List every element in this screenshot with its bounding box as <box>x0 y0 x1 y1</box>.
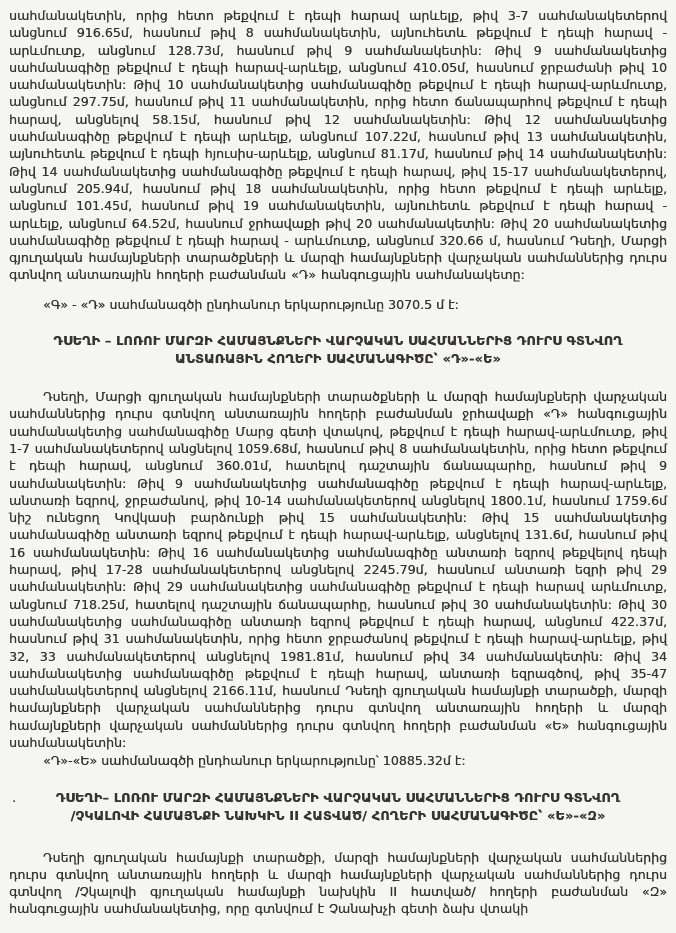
section-heading-1-line-2: ԱՆՏԱՌԱՅԻՆ ՀՈՂԵՐԻ ՍԱՀՄԱՆԱԳԻԾԸ՝ «Դ»-«Ե» <box>175 352 501 368</box>
section-heading-1 <box>35 333 640 369</box>
boundary-description-paragraph-1: սահմանակետին, որից հետո թեքվում է դեպի հարավ արևելք, թիվ 3-7 սահմանակետերով անցնում 916.65մ, հասնում թիվ 8 սահմանակետին, այնուհետև թեքվում է դեպի հարավ - արևմուտք, անցնում 128.73մ, հասնում թիվ 9 սահմանակետին: Թիվ 9 սահմանակետից սահմանագիծը թեքվում է դեպի հարավ-արևելք, անցնում 410.05մ, հասնում ջրբաժանի թիվ 10 սահմանակետին: Թիվ 10 սահմանակետից սահմանագիծը թեքվում է դեպի հարավ-արևմուտք, անցնում 297.75մ, հասնում թիվ 11 սահմանակետին, որից հետո ճանապարհով թեքվում է դեպի հարավ, անցնելով 58.15մ, հասնում թիվ 12 սահմանակետին: Թիվ 12 սահմանակետից սահմանագիծը թեքվում է դեպի արևելք, անցնում 107.22մ, հասնում թիվ 13 սահմանակետին, այնուհետև թեքվում է դեպի հյուսիս-արևելք, անցնում 81.17մ, հասնում թիվ 14 սահմանակետին: Թիվ 14 սահմանակետից սահմանագիծը թեքվում է դեպի հարավ, թիվ 15-17 սահմանակետերով, անցնում 205.94մ, հասնում թիվ 18 սահմանակետին, որից հետո թեքվում է դեպի արևելք, անցնում 101.45մ, հասնում թիվ 19 սահմանակետին, այնուհետև թեքվում է դեպի հարավ - արևելք, անցնում 64.52մ, հասնում ջրհավաքի թիվ 20 սահմանակետին: Թիվ 20 սահմանակետից սահմանագիծը թեքվում է դեպի հարավ - արևմուտք, անցնում 320.66 մ, հասնում Դսեղի, Մարցի գյուղական համայնքների տարածքների և մարզի համայնքների վարչական սահմաններից դուրս գտնվող անտառային հողերի բաժանման «Դ» հանգուցային սահմանակետը: <box>9 8 667 283</box>
scan-artifact-dot: · <box>12 795 17 810</box>
boundary-total-length-line-2: «Դ»-«Ե» սահմանագծի ընդհանուր երկարությունը՝ 10885.32մ է: <box>43 753 466 769</box>
boundary-description-paragraph-2: Դսեղի, Մարցի գյուղական համայնքների տարածքների և մարզի համայնքների վարչական սահմաններից դուրս գտնվող անտառային հողերի բաժանման ջրհավաքի «Դ» հանգուցային սահմանակետից սահմանագիծը Մարց գետի վտակով, թեքվում է դեպի հարավ-արևմուտք, թիվ 1-7 սահմանակետերով անցնելով 1059.68մ, հասնում թիվ 8 սահմանակետին, որից հետո թեքվում է դեպի հարավ, անցնում 360.01մ, հատելով դաշտային ճանապարհը, հասնում թիվ 9 սահմանակետին: Թիվ 9 սահմանակետից սահմանագիծը թեքվում է դեպի հարավ-արևելք, անտառի եզրով, ջրբաժանով, թիվ 10-14 սահմանակետերով անցնելով 1800.1մ, հասնում 1759.6մ նիշ ունեցող Կովկասի բարձունքի թիվ 15 սահմանակետին: Թիվ 15 սահմանակետից սահմանագիծը անտառի եզրով թեքվում է դեպի հարավ-արևելք, անցնելով 131.6մ, հասնում թիվ 16 սահմանակետին: Թիվ 16 սահմանակետից սահմանագիծը անտառի եզրով թեքվելով դեպի հարավ, թիվ 17-28 սահմանակետերով անցնելով 2245.79մ, հասնում անտառի եզրի թիվ 29 սահմանակետին: Թիվ 29 սահմանակետից սահմանագիծը թեքվում է դեպի հարավ արևմուտք, անցնում 718.25մ, հատելով դաշտային ճանապարհը, հասնում թիվ 30 սահմանակետին: Թիվ 30 սահմանակետից սահմանագիծը անտառի եզրով թեքվում է դեպի հարավ, անցնում 422.37մ, հասնում թիվ 31 սահմանակետին, որից հետո ջրբաժանով թեքվում է դեպի հարավ-արևելք, թիվ 32, 33 սահմանակետերով անցնելով 1981.81մ, հասնում թիվ 34 սահմանակետին: Թիվ 34 սահմանակետից սահմանագիծը թեքվում է դեպի հարավ, անտառի եզրագծով, թիվ 35-47 սահմանակետերով անցնելով 2166.11մ, հասնում Դսեղի գյուղական համայնքի տարածքի, մարզի համայնքների վարչական սահմաններից դուրս գտնվող անտառային հողերի և մարզի համայնքների վարչական սահմաններից դուրս գտնվող հողերի բաժանման «Ե» հանգուցային սահմանակետին: <box>9 389 667 750</box>
section-heading-2-line-2: /ՉԿԱԼՈՎԻ ՀԱՄԱՅՆՔԻ ՆԱԽԿԻՆ II ՀԱՏՎԱԾ/ ՀՈՂԵՐԻ ՍԱՀՄԱՆԱԳԻԾԸ՝ «Ե»-«Զ» <box>70 808 606 824</box>
boundary-description-paragraph-3: Դսեղի գյուղական համայնքի տարածքի, մարզի համայնքների վարչական սահմաններից դուրս գտնվող անտառային հողերի և մարզի համայնքների վարչական սահմաններից դուրս գտնվող /Չկալովի գյուղական համայնքի նախկին II հատված/ հողերի բաժանման «Զ» հանգուցային սահմանակետից, որը գտնվում է Չանախչի գետի ձախ վտակի <box>9 849 667 917</box>
section-heading-2-line-1: ԴՍԵՂԻ– ԼՈՌՈՒ ՄԱՐԶԻ ՀԱՄԱՅՆՔՆԵՐԻ ՎԱՐՉԱԿԱՆ ՍԱՀՄԱՆՆԵՐԻՑ ԴՈՒՐՍ ԳՏՆՎՈՂ <box>55 790 621 806</box>
section-heading-1-line-1: ԴՍԵՂԻ – ԼՈՌՈՒ ՄԱՐԶԻ ՀԱՄԱՅՆՔՆԵՐԻ ՎԱՐՉԱԿԱՆ ՍԱՀՄԱՆՆԵՐԻՑ ԴՈՒՐՍ ԳՏՆՎՈՂ <box>53 334 623 350</box>
section-heading-2 <box>35 790 640 826</box>
boundary-total-length-line-1: «Գ» - «Դ» սահմանագծի ընդհանուր երկարությունը 3070.5 մ է: <box>43 296 459 312</box>
